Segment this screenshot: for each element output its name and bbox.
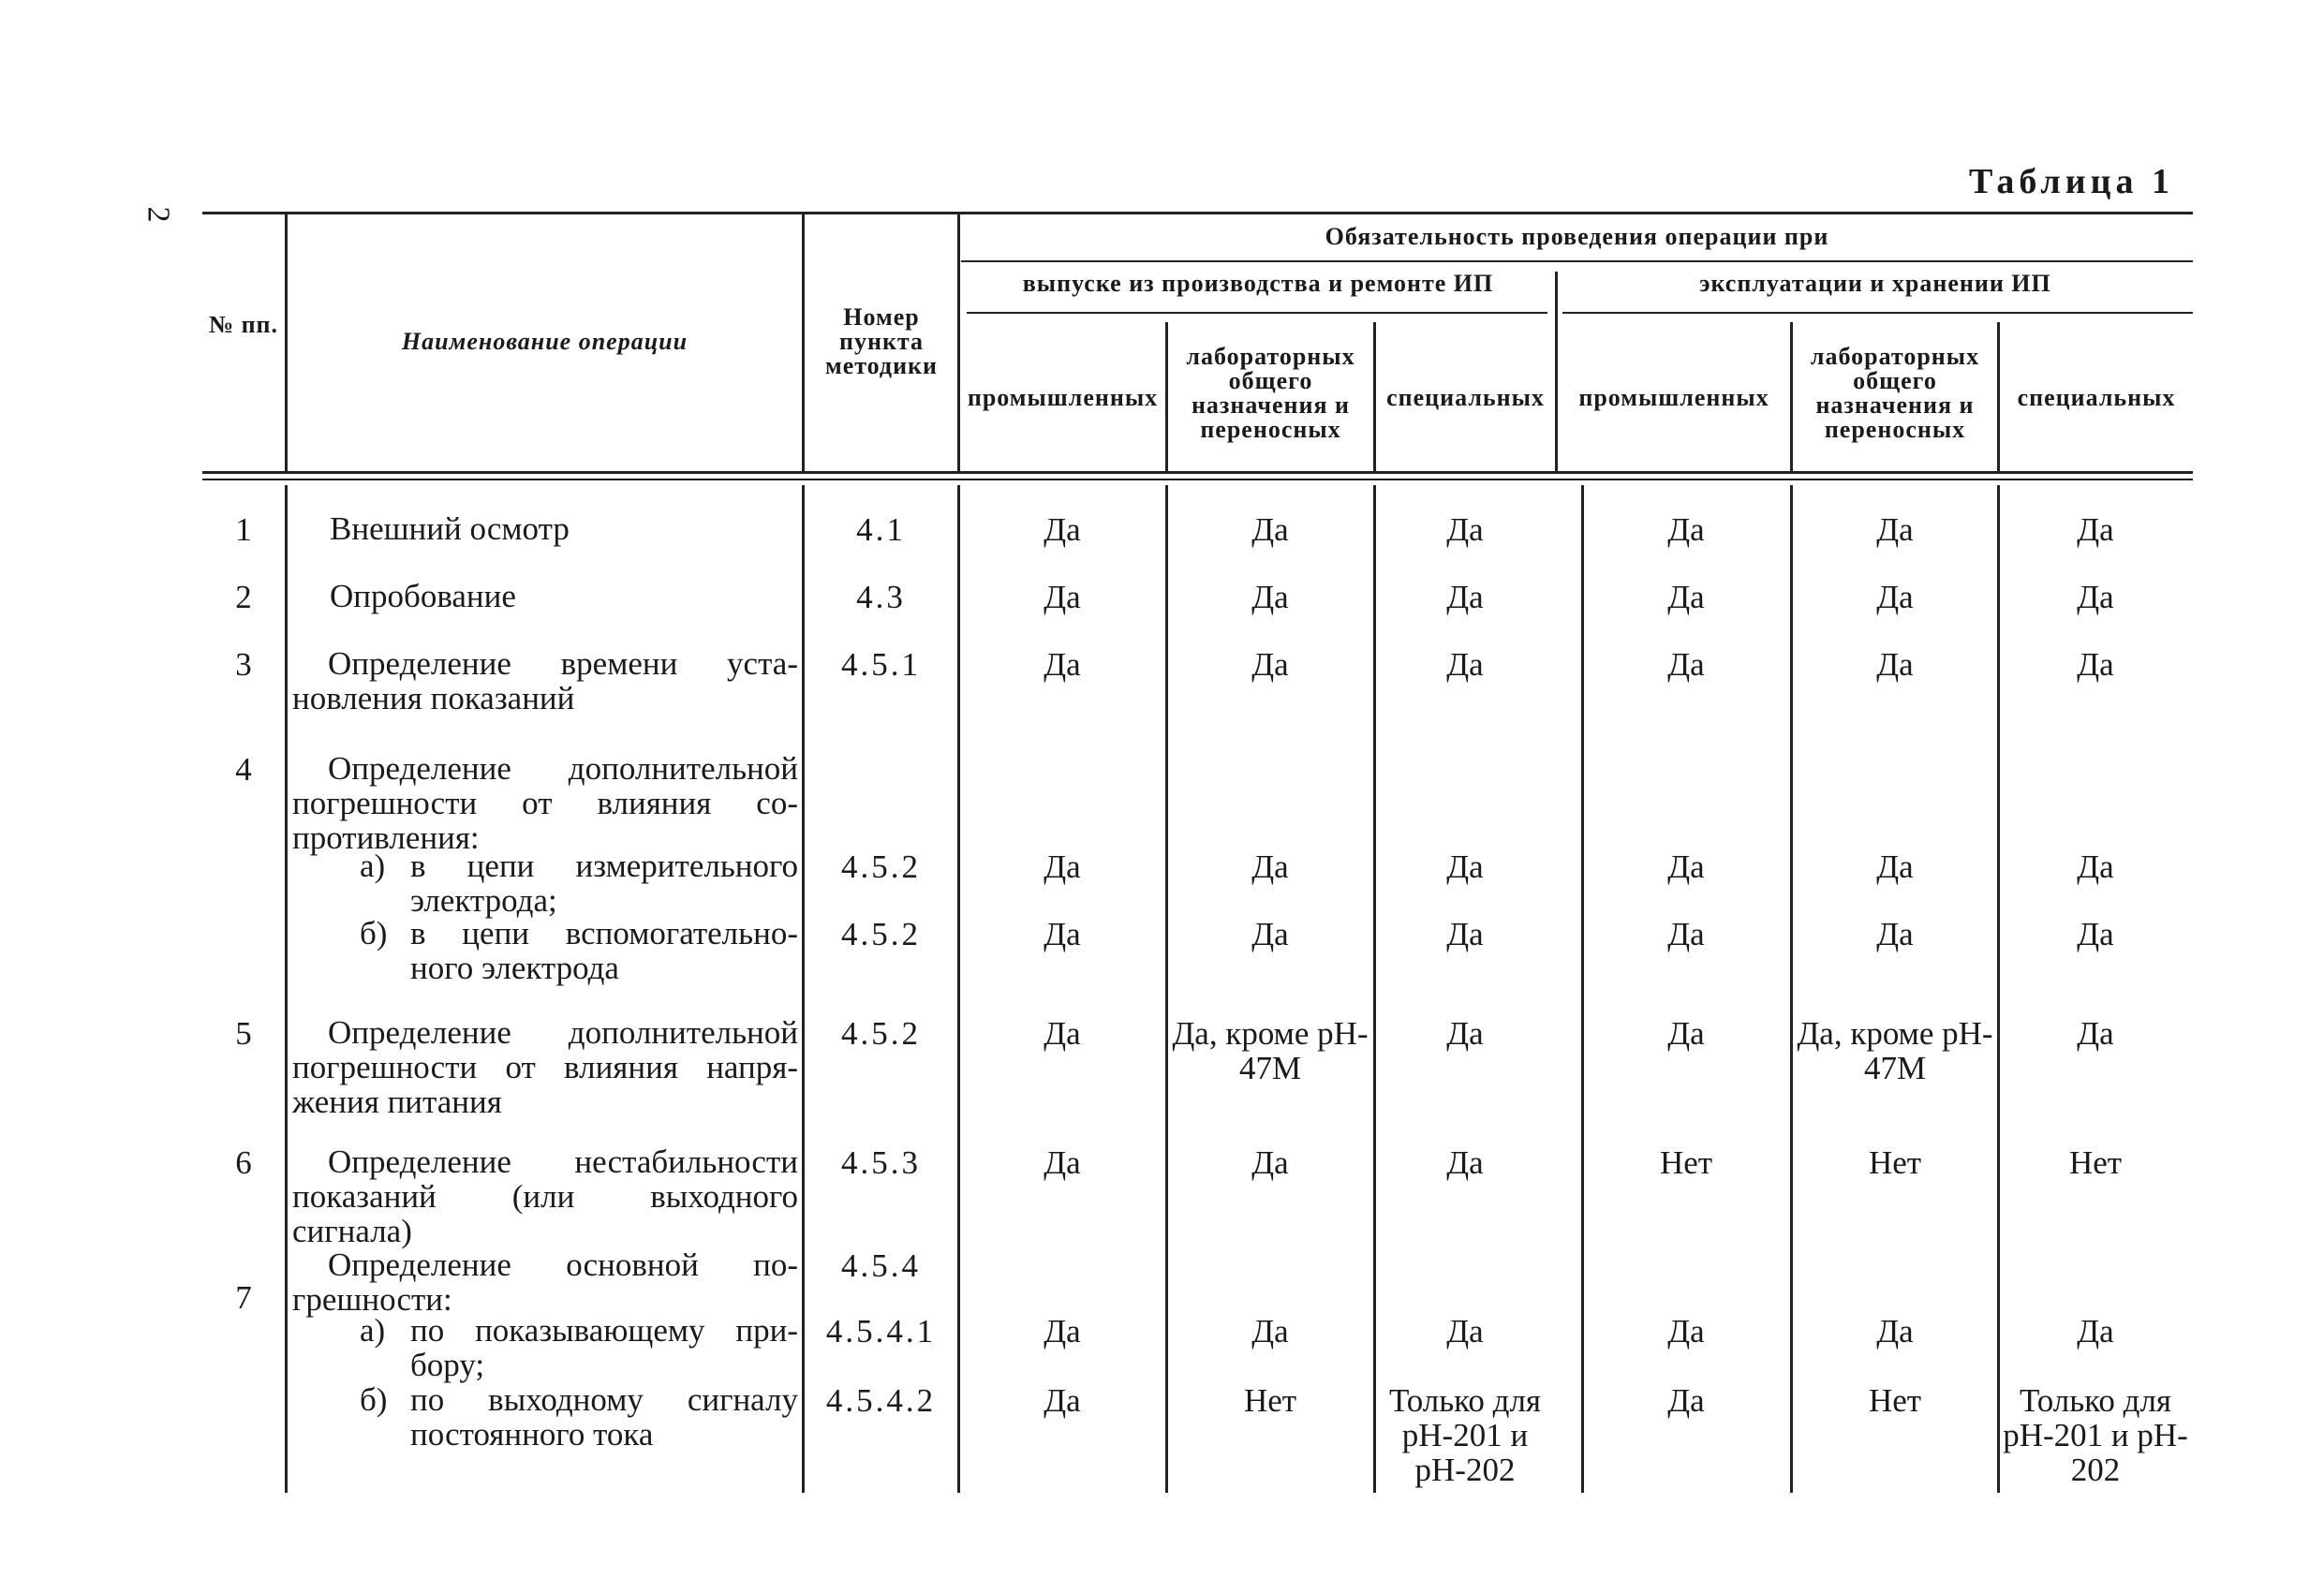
value-cell: Да, кроме pH-47M bbox=[1172, 1015, 1369, 1086]
value-cell: Да bbox=[2077, 511, 2114, 548]
operation-name-line: бору; bbox=[410, 1347, 485, 1383]
row-number: 6 bbox=[235, 1144, 252, 1181]
header-col-special-2: специальных bbox=[2017, 384, 2176, 411]
sub-item-label: б) bbox=[360, 1381, 388, 1418]
value-cell: Нет bbox=[2068, 1144, 2123, 1181]
operation-name-line: противления: bbox=[292, 819, 480, 856]
operation-name-line: показаний (или выходного bbox=[292, 1178, 798, 1215]
operation-name-line: постоянного тока bbox=[410, 1416, 654, 1453]
value-cell: Да bbox=[1876, 848, 1914, 885]
value-cell: Нет bbox=[1659, 1144, 1713, 1181]
value-cell: Да bbox=[1251, 579, 1289, 615]
value-cell: Да bbox=[1876, 579, 1914, 615]
value-cell: Да bbox=[2077, 916, 2114, 952]
sub-item-label: а) bbox=[360, 848, 386, 884]
value-cell: Да bbox=[1446, 848, 1484, 885]
operation-name-line: грешности: bbox=[292, 1281, 452, 1318]
value-cell: Только для pH-201 и pH-202 bbox=[2003, 1382, 2188, 1488]
value-cell: Да bbox=[1876, 646, 1914, 683]
value-cell: Да bbox=[1876, 916, 1914, 952]
header-col-lab-1: лабораторных общего назначения и переносных bbox=[1186, 343, 1355, 443]
method-point: 4.5.4.2 bbox=[825, 1382, 937, 1419]
value-cell: Да bbox=[1044, 646, 1081, 683]
row-number: 1 bbox=[235, 511, 252, 548]
value-cell: Да bbox=[1667, 1382, 1705, 1419]
value-cell: Да bbox=[1044, 511, 1081, 548]
method-point: 4.5.2 bbox=[841, 1015, 921, 1052]
method-point: 4.5.4 bbox=[841, 1247, 921, 1284]
method-point: 4.3 bbox=[856, 579, 906, 615]
value-cell: Да bbox=[1446, 646, 1484, 683]
operation-name-line: новления показаний bbox=[292, 680, 575, 716]
operation-name-line: Определение дополнительной bbox=[328, 750, 798, 787]
header-col-lab-2: лабораторных общего назначения и переносных bbox=[1810, 343, 1980, 443]
value-cell: Да bbox=[1446, 511, 1484, 548]
value-cell: Да bbox=[2077, 1313, 2114, 1350]
row-number: 3 bbox=[235, 646, 252, 683]
value-cell: Да bbox=[2077, 848, 2114, 885]
operation-name-line: по показывающему при- bbox=[410, 1312, 798, 1349]
value-cell: Да bbox=[1667, 579, 1705, 615]
value-cell: Да, кроме pH-47M bbox=[1797, 1015, 1993, 1086]
header-subgroup-release: выпуске из производства и ремонте ИП bbox=[1022, 270, 1494, 297]
operations-table bbox=[202, 212, 2193, 1495]
value-cell: Да bbox=[2077, 1015, 2114, 1052]
value-cell: Да bbox=[1044, 579, 1081, 615]
header-col-point: Номер пункта методики bbox=[824, 303, 939, 379]
sub-item-label: а) bbox=[360, 1312, 386, 1349]
value-cell: Да bbox=[1044, 1382, 1081, 1419]
operation-name-line: Определение нестабильности bbox=[328, 1143, 798, 1180]
header-col-special-1: специальных bbox=[1386, 384, 1545, 411]
method-point: 4.5.4.1 bbox=[825, 1313, 937, 1350]
header-col-no: № пп. bbox=[208, 311, 279, 338]
header-subgroup-operation: эксплуатации и хранении ИП bbox=[1699, 270, 2051, 297]
value-cell: Да bbox=[1251, 1144, 1289, 1181]
operation-name-line: ного электрода bbox=[410, 950, 619, 986]
method-point: 4.5.1 bbox=[841, 646, 921, 683]
row-number: 4 bbox=[235, 751, 252, 788]
table-title: Таблица 1 bbox=[1968, 162, 2174, 201]
value-cell: Да bbox=[1667, 1313, 1705, 1350]
value-cell: Только для pH-201 и pH-202 bbox=[1388, 1382, 1542, 1488]
operation-name: Опробование bbox=[330, 578, 516, 614]
row-number: 5 bbox=[235, 1015, 252, 1052]
method-point: 4.1 bbox=[856, 511, 906, 548]
value-cell: Да bbox=[1044, 1313, 1081, 1350]
operation-name-line: погрешности от влияния со- bbox=[292, 785, 798, 821]
value-cell: Да bbox=[1446, 1313, 1484, 1350]
operation-name-line: в цепи измерительного bbox=[410, 848, 798, 884]
value-cell: Да bbox=[1667, 511, 1705, 548]
operation-name-line: Определение времени уста- bbox=[328, 645, 798, 682]
value-cell: Да bbox=[1251, 848, 1289, 885]
value-cell: Нет bbox=[1868, 1144, 1922, 1181]
value-cell: Да bbox=[1667, 848, 1705, 885]
value-cell: Да bbox=[1876, 1313, 1914, 1350]
operation-name-line: сигнала) bbox=[292, 1213, 412, 1249]
page-number: 2 bbox=[141, 206, 176, 223]
value-cell: Да bbox=[2077, 646, 2114, 683]
operation-name-line: погрешности от влияния напря- bbox=[292, 1049, 798, 1085]
value-cell: Да bbox=[1876, 511, 1914, 548]
header-group-title: Обязательность проведения операции при bbox=[1325, 223, 1829, 250]
operation-name: Внешний осмотр bbox=[330, 510, 570, 547]
operation-name-line: по выходному сигналу bbox=[410, 1381, 798, 1418]
value-cell: Да bbox=[1667, 916, 1705, 952]
operation-name-line: в цепи вспомогательно- bbox=[410, 915, 798, 951]
value-cell: Да bbox=[1044, 1015, 1081, 1052]
header-col-industrial-1: промышленных bbox=[967, 384, 1159, 411]
operation-name-line: Определение дополнительной bbox=[328, 1014, 798, 1051]
value-cell: Да bbox=[1251, 646, 1289, 683]
value-cell: Да bbox=[1446, 1144, 1484, 1181]
value-cell: Нет bbox=[1243, 1382, 1297, 1419]
header-col-name: Наименование операции bbox=[401, 328, 688, 355]
value-cell: Да bbox=[1446, 1015, 1484, 1052]
header-col-industrial-2: промышленных bbox=[1578, 384, 1769, 411]
operation-name-line: жения питания bbox=[292, 1084, 502, 1120]
value-cell: Да bbox=[1251, 1313, 1289, 1350]
value-cell: Да bbox=[1446, 916, 1484, 952]
method-point: 4.5.3 bbox=[841, 1144, 921, 1181]
sub-item-label: б) bbox=[360, 915, 388, 951]
value-cell: Да bbox=[1667, 1015, 1705, 1052]
row-number: 2 bbox=[235, 579, 252, 615]
operation-name-line: электрода; bbox=[410, 882, 557, 919]
value-cell: Нет bbox=[1868, 1382, 1922, 1419]
method-point: 4.5.2 bbox=[841, 916, 921, 952]
value-cell: Да bbox=[1044, 916, 1081, 952]
value-cell: Да bbox=[1044, 1144, 1081, 1181]
row-number: 7 bbox=[235, 1279, 252, 1316]
operation-name-line: Определение основной по- bbox=[328, 1246, 798, 1283]
value-cell: Да bbox=[1251, 916, 1289, 952]
value-cell: Да bbox=[1251, 511, 1289, 548]
method-point: 4.5.2 bbox=[841, 848, 921, 885]
value-cell: Да bbox=[1044, 848, 1081, 885]
value-cell: Да bbox=[1667, 646, 1705, 683]
value-cell: Да bbox=[2077, 579, 2114, 615]
value-cell: Да bbox=[1446, 579, 1484, 615]
